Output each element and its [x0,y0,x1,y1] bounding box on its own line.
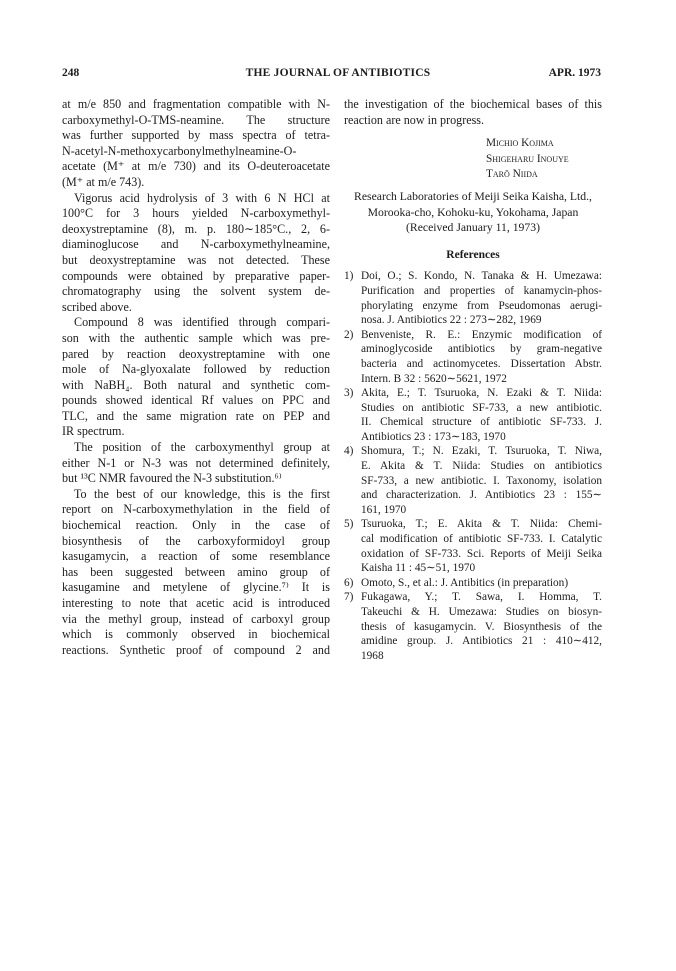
body-line: report on N-carboxymethylation in the field of [62,502,330,517]
reference-line: SF-733, a new antibiotic. I. Taxonomy, isolation [361,474,602,487]
body-line: mole of Na-glyoxalate followed by reduction [62,362,330,377]
body-line: chromatography using the solvent system de- [62,284,330,299]
reference-line: and characterization. J. Antibiotics 23 : 155∼ [361,489,602,502]
body-line: TLC, and the same migration rate on PEP and [62,408,330,423]
reference-line: Antibiotics 23 : 173∼183, 1970 [361,430,506,443]
reference-line: 1968 [361,649,384,662]
reference-number: 7) [344,591,354,604]
reference-number: 4) [344,445,354,458]
right-column [344,97,602,663]
body-line: which is commonly observed in biochemical [62,627,330,642]
body-line: son with the authentic sample which was pre- [62,330,330,345]
affiliation [344,189,602,220]
body-line: kasugamine and metylene of glycine.⁷⁾ It is [62,580,330,595]
body-line: Vigorus acid hydrolysis of 3 with 6 N HCl at [74,190,330,205]
body-line: diaminoglucose and N-carboxymethylneamine, [62,237,330,252]
reference-number: 6) [344,576,354,589]
reference-line: Fukagawa, Y.; T. Sawa, I. Homma, T. [361,591,602,604]
body-line: either N-1 or N-3 was not determined definitely, [62,455,330,470]
body-line: but deoxystreptamine was not detected. These [62,252,330,267]
received-date: (Received January 11, 1973) [406,221,540,235]
body-line: the investigation of the biochemical bases of this [344,97,602,111]
body-line: IR spectrum. [62,424,125,439]
body-line: biochemical reaction. Only in the case of [62,518,330,533]
body-line: biosynthesis of the carboxyformidoyl group [62,533,330,548]
body-line: pounds showed identical Rf values on PPC and [62,393,330,408]
reference-number: 1) [344,270,354,283]
page-number: 248 [62,67,80,79]
reference-line: Omoto, S., et al.: J. Antibitics (in preparation) [361,576,569,589]
reference-item [344,328,602,386]
reference-number: 2) [344,328,354,341]
reference-item [344,576,602,591]
body-line: deoxystreptamine (8), m. p. 180∼185°C., 2, 6- [62,221,330,236]
reference-line: aminoglycoside antibiotics by gram-negative [361,343,602,356]
journal-title: THE JOURNAL OF ANTIBIOTICS [245,67,431,79]
body-line: N-acetyl-N-methoxycarbonylmethylneamine-O- [62,143,297,158]
reference-line: Tsuruoka, T.; E. Akita & T. Niida: Chemi- [361,518,602,531]
body-line: compounds were obtained by preparative paper- [62,268,330,283]
reference-line: II. Chemical structure of antibiotic SF-733. J. [361,416,602,429]
body-line: but ¹³C NMR favoured the N-3 substitution.⁶⁾ [62,471,282,486]
body-line: was further supported by mass spectra of tetra- [62,128,330,143]
reference-item [344,517,602,575]
body-line: acetate (M⁺ at m/e 730) and its O-deuteroacetate [62,159,330,174]
author-name: Michio Kojima [486,137,554,150]
reference-list [344,269,602,663]
reference-line: Purification and properties of kanamycin-phos- [361,284,602,297]
reference-line: nosa. J. Antibiotics 22 : 273∼282, 1969 [361,314,542,327]
body-line: Compound 8 was identified through compari- [74,315,330,330]
body-line: To the best of our knowledge, this is the first [74,486,330,501]
reference-line: Shomura, T.; N. Ezaki, T. Tsuruoka, T. Niwa, [361,445,602,458]
body-line: carboxymethyl-O-TMS-neamine. The structure [62,112,330,127]
reference-line: Akita, E.; T. Tsuruoka, N. Ezaki & T. Niida: [361,387,602,400]
reference-number: 5) [344,518,354,531]
reference-line: 161, 1970 [361,503,407,516]
reference-line: Benveniste, R. E.: Enzymic modification of [361,328,602,341]
body-line: scribed above. [62,299,132,314]
body-line: The position of the carboxymenthyl group at [74,440,330,455]
reference-line: Studies on antibiotic SF-733, a new antibiotic. [361,401,602,414]
reference-item [344,444,602,517]
body-line: has been suggested between amino group of [62,564,330,579]
reference-item [344,590,602,663]
body-line: 100°C for 3 hours yielded N-carboxymethyl- [62,206,330,221]
body-line: pared by reaction deoxystreptamine with one [62,346,330,361]
affiliation-line: Research Laboratories of Meiji Seika Kaisha, Ltd., [354,189,592,203]
author-block [344,136,602,183]
reference-line: Takeuchi & H. Umezawa: Studies on biosyn- [361,606,602,618]
reference-line: bacteria and actinomycetes. Dissertation Abstr. [361,357,602,370]
author-name: Shigeharu Inouye [486,152,569,165]
reference-line: cal modification of antibiotic SF-733. I. Catalytic [361,533,602,546]
author-name: Tarō Niida [486,168,538,181]
reference-item [344,269,602,327]
body-line: via the methyl group, instead of carboxyl group [62,611,330,626]
body-line: reactions. Synthetic proof of compound 2 and [62,642,330,657]
issue-date: APR. 1973 [548,67,601,79]
reference-line: amidine group. J. Antibiotics 21 : 410∼412, [361,635,602,648]
reference-item [344,386,602,444]
body-line: at m/e 850 and fragmentation compatible with N- [62,97,330,111]
body-line: kasugamycin, a reaction of some resemblance [62,549,330,564]
reference-line: Intern. B 32 : 5620∼5621, 1972 [361,372,507,385]
reference-line: E. Akita & T. Niida: Studies on antibiotics [361,460,602,473]
body-line: reaction are now in progress. [344,112,485,127]
reference-line: oxidation of SF-733. Sci. Reports of Meiji Seika [361,547,602,560]
affiliation-line: Morooka-cho, Kohoku-ku, Yokohama, Japan [367,205,579,219]
reference-number: 3) [344,387,354,400]
references-heading: References [446,248,500,261]
reference-line: phorylating enzyme from Pseudomonas aerugi- [361,299,602,312]
body-line: interesting to note that acetic acid is introduced [62,596,330,610]
reference-line: thesis of kasugamycin. V. Biosynthesis of the [361,620,602,633]
left-column [62,97,330,658]
reference-line: Doi, O.; S. Kondo, N. Tanaka & H. Umezawa: [361,270,602,283]
reference-line: Kaisha 11 : 45∼51, 1970 [361,562,476,575]
body-line: with NaBH₄. Both natural and synthetic com- [62,377,330,392]
body-line: (M⁺ at m/e 743). [62,174,145,189]
